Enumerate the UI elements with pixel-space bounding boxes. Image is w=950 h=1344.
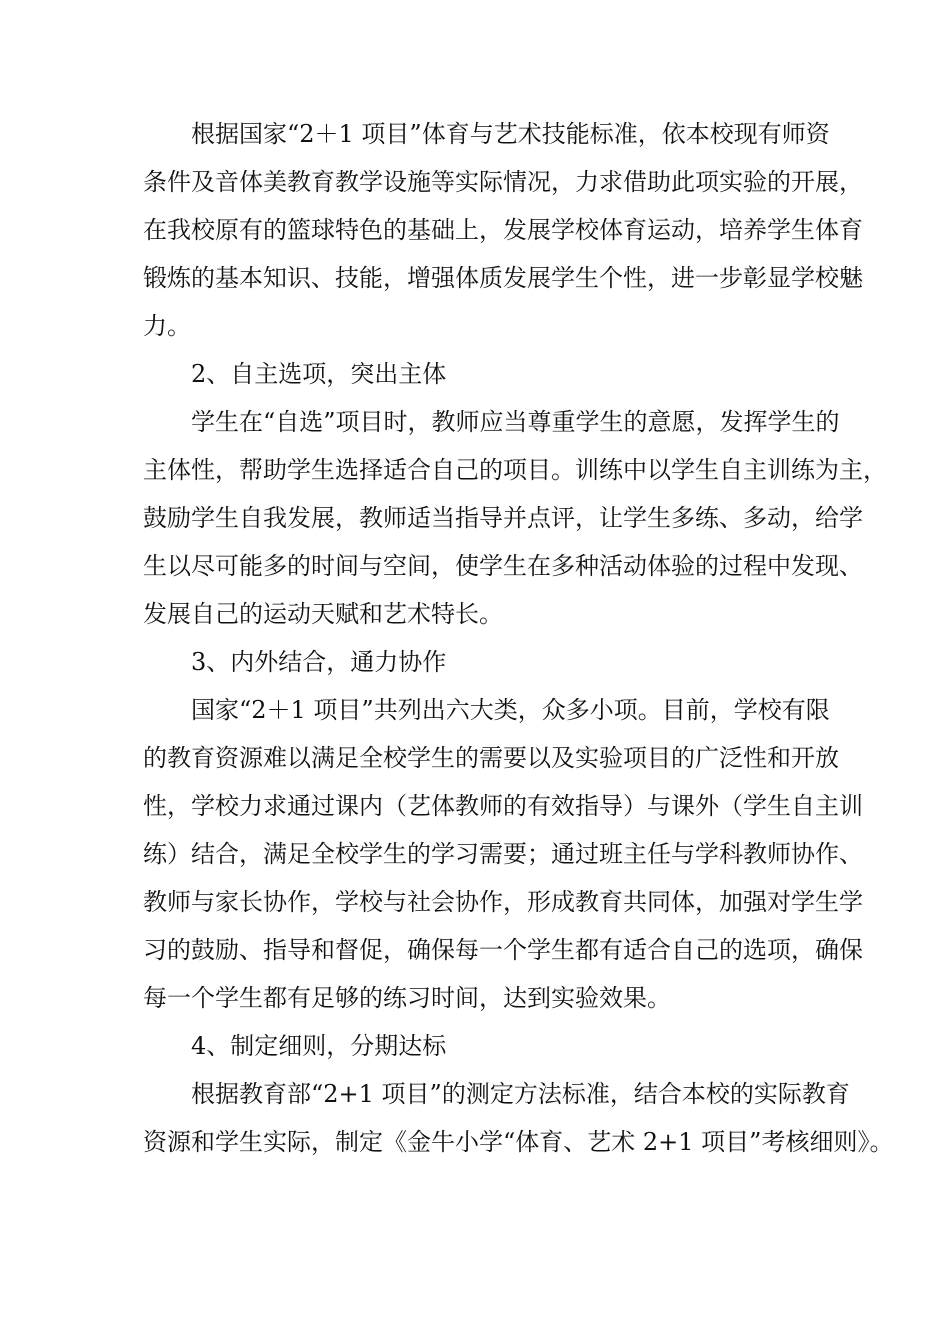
text-line: 发展自己的运动天赋和艺术特长。 xyxy=(143,600,503,628)
text-line: 习的鼓励、指导和督促，确保每一个学生都有适合自己的选项，确保 xyxy=(143,936,863,964)
text-line: 国家“2＋1 项目”共列出六大类，众多小项。目前，学校有限 xyxy=(191,696,830,724)
text-line: 根据教育部“2+1 项目”的测定方法标准，结合本校的实际教育 xyxy=(191,1080,850,1108)
text-line: 资源和学生实际，制定《金牛小学“体育、艺术 2+1 项目”考核细则》。 xyxy=(143,1128,894,1156)
text-line: 条件及音体美教育教学设施等实际情况，力求借助此项实验的开展， xyxy=(143,168,863,196)
document-body xyxy=(143,110,894,1166)
paragraph-rules xyxy=(143,1070,894,1166)
paragraph-goal xyxy=(143,110,863,350)
heading-text: 4、制定细则，分期达标 xyxy=(191,1032,447,1060)
text-line: 教师与家长协作，学校与社会协作，形成教育共同体，加强对学生学 xyxy=(143,888,863,916)
text-line: 每一个学生都有足够的练习时间，达到实验效果。 xyxy=(143,984,671,1012)
text-line: 在我校原有的篮球特色的基础上，发展学校体育运动，培养学生体育 xyxy=(143,216,863,244)
text-line: 性，学校力求通过课内（艺体教师的有效指导）与课外（学生自主训 xyxy=(143,792,863,820)
text-line: 鼓励学生自我发展，教师适当指导并点评，让学生多练、多动，给学 xyxy=(143,504,863,532)
section-heading-2 xyxy=(143,350,811,398)
text-line: 的教育资源难以满足全校学生的需要以及实验项目的广泛性和开放 xyxy=(143,744,839,772)
text-line: 学生在“自选”项目时，教师应当尊重学生的意愿，发挥学生的 xyxy=(191,408,840,436)
text-line: 力。 xyxy=(143,312,191,340)
paragraph-self-selection xyxy=(143,398,887,638)
section-heading-4 xyxy=(143,1022,811,1070)
text-line: 根据国家“2＋1 项目”体育与艺术技能标准，依本校现有师资 xyxy=(191,120,830,148)
text-line: 主体性，帮助学生选择适合自己的项目。训练中以学生自主训练为主， xyxy=(143,456,887,484)
text-line: 练）结合，满足全校学生的学习需要；通过班主任与学科教师协作、 xyxy=(143,840,863,868)
section-heading-3 xyxy=(143,638,811,686)
heading-text: 2、自主选项，突出主体 xyxy=(191,360,447,388)
text-line: 锻炼的基本知识、技能，增强体质发展学生个性，进一步彰显学校魅 xyxy=(143,264,863,292)
paragraph-collaboration xyxy=(143,686,863,1022)
text-line: 生以尽可能多的时间与空间，使学生在多种活动体验的过程中发现、 xyxy=(143,552,863,580)
heading-text: 3、内外结合，通力协作 xyxy=(191,648,447,676)
